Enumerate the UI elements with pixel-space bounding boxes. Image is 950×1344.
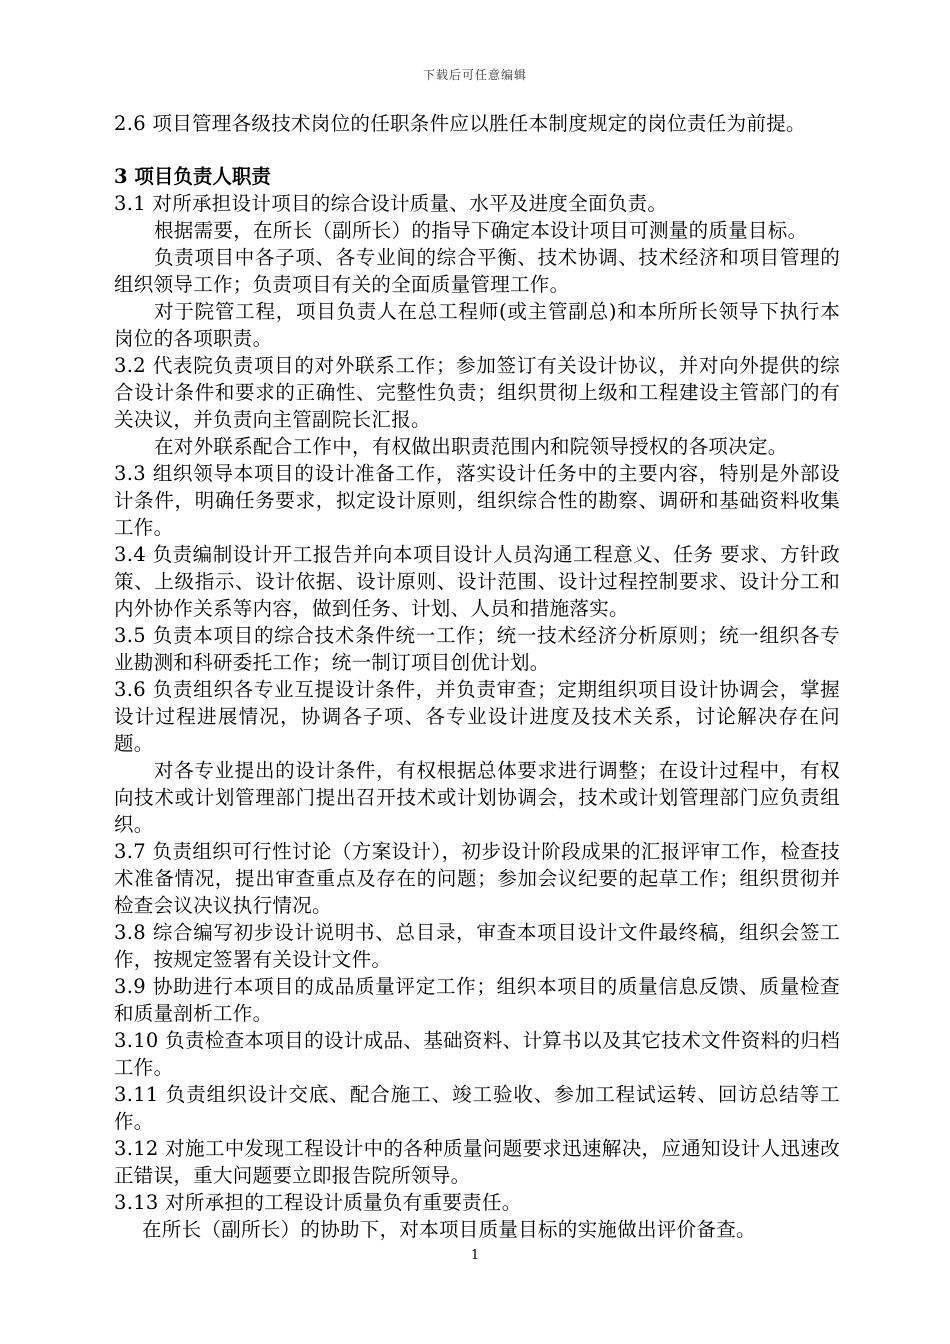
paragraph: 3.9 协助进行本项目的成品质量评定工作；组织本项目的质量信息反馈、质量检查和质量剖析工作。 [114, 975, 840, 1025]
paragraph: 对各专业提出的设计条件，有权根据总体要求进行调整；在设计过程中，有权向技术或计划管理部门提出召开技术或计划协调会，技术或计划管理部门应负责组织。 [114, 759, 840, 836]
page-header: 下载后可任意编辑 [422, 68, 527, 82]
paragraph: 3.11 负责组织设计交底、配合施工、竣工验收、参加工程试运转、回访总结等工作。 [114, 1083, 840, 1133]
paragraph: 3.13 对所承担的工程设计质量负有重要责任。 [114, 1191, 522, 1214]
paragraph: 3.5 负责本项目的综合技术条件统一工作；统一技术经济分析原则；统一组织各专业勘测和科研委托工作；统一制订项目创优计划。 [114, 624, 840, 674]
paragraph: 3.2 代表院负责项目的对外联系工作；参加签订有关设计协议，并对向外提供的综合设计条件和要求的正确性、完整性负责；组织贯彻上级和工程建设主管部门的有关决议，并负责向主管副院长汇报。 [114, 354, 840, 431]
paragraph: 对于院管工程，项目负责人在总工程师(或主管副总)和本所所长领导下执行本岗位的各项职责。 [114, 300, 840, 350]
paragraph: 3.4 负责编制设计开工报告并向本项目设计人员沟通工程意义、任务 要求、方针政策、上级指示、设计依据、设计原则、设计范围、设计过程控制要求、设计分工和内外协作关系等内容，做到任务、计划、人员和措施落实。 [114, 543, 840, 620]
paragraph: 在对外联系配合工作中，有权做出职责范围内和院领导授权的各项决定。 [154, 435, 788, 458]
paragraph: 负责项目中各子项、各专业间的综合平衡、技术协调、技术经济和项目管理的组织领导工作；负责项目有关的全面质量管理工作。 [114, 246, 840, 296]
paragraph: 3.3 组织领导本项目的设计准备工作，落实设计任务中的主要内容，特别是外部设计条件，明确任务要求，拟定设计原则，组织综合性的勘察、调研和基础资料收集工作。 [114, 462, 840, 539]
paragraph: 3.6 负责组织各专业互提设计条件，并负责审查；定期组织项目设计协调会，掌握设计过程进展情况，协调各子项、各专业设计进度及技术关系，讨论解决存在问题。 [114, 678, 840, 755]
paragraph: 3.1 对所承担设计项目的综合设计质量、水平及进度全面负责。 [114, 192, 668, 215]
paragraph-list [114, 190, 840, 1243]
document-body [114, 110, 840, 1243]
paragraph: 3.10 负责检查本项目的设计成品、基础资料、计算书以及其它技术文件资料的归档工作。 [114, 1029, 840, 1079]
paragraph-2-6: 2.6 项目管理各级技术岗位的任职条件应以胜任本制度规定的岗位责任为前提。 [114, 112, 806, 135]
paragraph: 3.7 负责组织可行性讨论（方案设计），初步设计阶段成果的汇报评审工作，检查技术准备情况，提出审查重点及存在的问题；参加会议纪要的起草工作；组织贯彻并检查会议决议执行情况。 [114, 840, 840, 917]
page-number: 1 [470, 1248, 480, 1263]
paragraph: 在所长（副所长）的协助下，对本项目质量目标的实施做出评价备查。 [142, 1218, 756, 1241]
paragraph: 根据需要，在所长（副所长）的指导下确定本设计项目可测量的质量目标。 [154, 219, 808, 242]
section-heading: 3 项目负责人职责 [114, 165, 271, 188]
paragraph: 3.12 对施工中发现工程设计中的各种质量问题要求迅速解决，应通知设计人迅速改正错误，重大问题要立即报告院所领导。 [114, 1137, 840, 1187]
paragraph: 3.8 综合编写初步设计说明书、总目录，审查本项目设计文件最终稿，组织会签工作，按规定签署有关设计文件。 [114, 921, 840, 971]
